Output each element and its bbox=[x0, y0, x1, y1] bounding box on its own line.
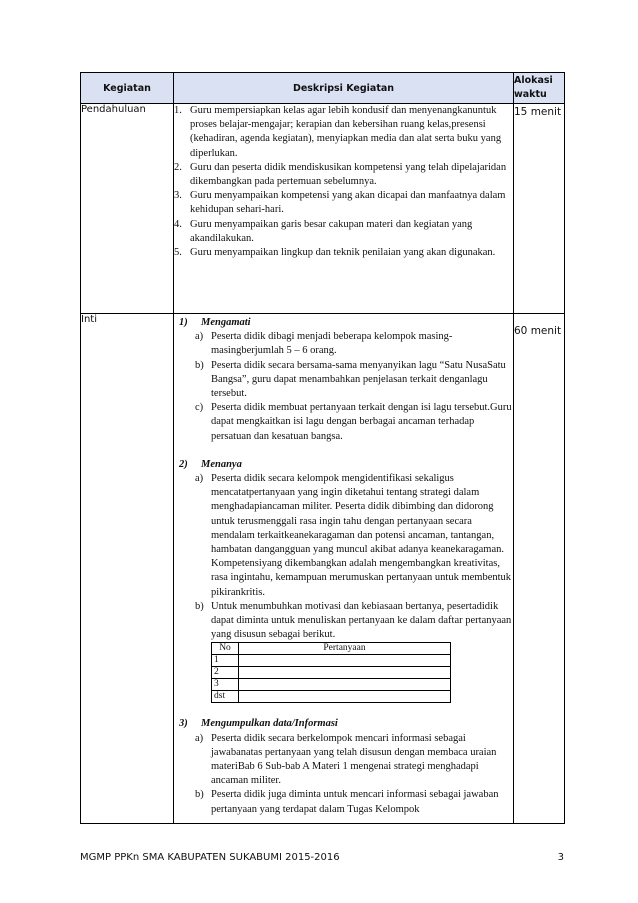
item-number: 5. bbox=[174, 247, 182, 259]
header-kegiatan: Kegiatan bbox=[81, 73, 174, 104]
item-text: Guru mempersiapkan kelas agar lebih kondusif dan menyenangkanuntuk proses belajar-mengajar; kerapian dan kebersihan ruang kelas,presensi (kehadiran, agenda kegiatan), menyiapkan media dan alat serta buku yang diperlukan. bbox=[190, 105, 502, 159]
item-letter: a) bbox=[195, 473, 204, 485]
item-letter: a) bbox=[195, 732, 204, 744]
footer-title: MGMP PPKn SMA KABUPATEN SUKABUMI 2015-2016 bbox=[80, 852, 340, 863]
list-item bbox=[174, 600, 513, 643]
item-text: Guru menyampaikan kompetensi yang akan dicapai dan manfaatnya dalam kehidupan sehari-hari. bbox=[190, 190, 506, 216]
item-text: Peserta didik membuat pertanyaan terkait dengan isi lagu tersebut.Guru dapat mengkaitkan isi lagu dengan berbagai ancaman terhadap persatuan dan kesatuan bangsa. bbox=[211, 402, 512, 442]
item-text: Peserta didik secara berkelompok mencari informasi sebagai jawabanatas pertanyaan yang telah disusun dengan membaca uraian materiBab 6 Sub-bab A Materi 1 mengenai strategi menghadapi ancaman militer. bbox=[211, 732, 497, 787]
section-title-text: Mengumpulkan data/Informasi bbox=[201, 718, 338, 730]
list-item bbox=[174, 104, 513, 161]
section-number: 3) bbox=[179, 718, 188, 730]
item-letter: b) bbox=[195, 789, 204, 801]
section-title bbox=[174, 458, 513, 472]
item-text: Peserta didik juga diminta untuk mencari informasi sebagai jawaban pertanyaan yang terdapat dalam Tugas Kelompok bbox=[211, 789, 499, 815]
list-item bbox=[174, 330, 513, 358]
section-number: 2) bbox=[179, 458, 188, 470]
item-text: Untuk menumbuhkan motivasi dan kebiasaan bertanya, pesertadidik dapat diminta untuk menuliskan pertanyaan ke dalam daftar pertanyaan yang disusun sebagai berikut. bbox=[211, 600, 512, 641]
section-number: 1) bbox=[179, 317, 188, 328]
item-number: 1. bbox=[174, 105, 182, 116]
list-item bbox=[174, 401, 513, 444]
table-row bbox=[212, 691, 451, 703]
question-number: 3 bbox=[212, 679, 239, 691]
item-letter: c) bbox=[195, 402, 204, 414]
questions-table bbox=[211, 642, 451, 703]
questions-header-no: No bbox=[212, 643, 239, 655]
header-alokasi: Alokasi waktu bbox=[514, 73, 565, 104]
item-letter: a) bbox=[195, 331, 204, 343]
item-text: Peserta didik dibagi menjadi beberapa kelompok masing-masingberjumlah 5 – 6 orang. bbox=[211, 331, 453, 357]
section-spacer bbox=[174, 444, 513, 458]
list-item bbox=[174, 189, 513, 217]
section-title bbox=[174, 316, 513, 330]
questions-header-pertanyaan: Pertanyaan bbox=[239, 643, 451, 655]
list-item bbox=[174, 359, 513, 402]
question-number: 2 bbox=[212, 667, 239, 679]
kegiatan-inti: Inti bbox=[81, 314, 174, 824]
questions-header-row bbox=[212, 643, 451, 655]
header-deskripsi: Deskripsi Kegiatan bbox=[174, 73, 514, 104]
section-title-text: Mengamati bbox=[201, 317, 251, 328]
row-pendahuluan bbox=[81, 104, 565, 314]
question-number: 1 bbox=[212, 655, 239, 667]
section-title bbox=[174, 717, 513, 731]
list-item bbox=[174, 218, 513, 246]
item-text: Guru dan peserta didik mendiskusikan kompetensi yang telah dipelajaridan dikembangkan pada pertemuan sebelumnya. bbox=[190, 161, 507, 188]
list-item bbox=[174, 788, 513, 816]
item-text: Peserta didik secara kelompok mengidentifikasi sekaligus mencatatpertanyaan yang ingin diketahui tentang strategi dalam menghadapiancaman militer. Peserta didik dibimbing dan didorong untuk terusmenggali rasa ingin tahu dengan pertanyaan secara mendalam terkaitkeanekaragaman dan potensi ancaman, tantangan, hambatan dangangguan yang muncul akibat adanya keanekaragaman. Kompetensiyang dikembangkan adalah mengembangkan kreativitas, rasa ingintahu, kemampuan merumuskan pertanyaan untuk membentuk pikirankritis. bbox=[211, 473, 512, 598]
list-item bbox=[174, 246, 513, 260]
item-text: Guru menyampaikan lingkup dan teknik penilaian yang akan digunakan. bbox=[190, 247, 496, 259]
page-number: 3 bbox=[557, 852, 564, 863]
row-inti bbox=[81, 314, 565, 824]
table-row bbox=[212, 655, 451, 667]
table-header-row bbox=[81, 73, 565, 104]
table-row bbox=[212, 679, 451, 691]
item-number: 3. bbox=[174, 190, 182, 202]
question-number: dst bbox=[212, 691, 239, 703]
item-text: Peserta didik secara bersama-sama menyanyikan lagu “Satu NusaSatu Bangsa”, guru dapat menambahkan penjelasan terkait denganlagu tersebut. bbox=[211, 359, 506, 400]
question-text bbox=[239, 691, 451, 703]
list-item bbox=[174, 732, 513, 789]
lesson-activities-table bbox=[80, 72, 565, 824]
item-letter: b) bbox=[195, 359, 204, 371]
item-text: Guru menyampaikan garis besar cakupan materi dan kegiatan yang akandilakukan. bbox=[190, 218, 473, 244]
page-footer bbox=[80, 852, 564, 863]
alokasi-inti: 60 menit bbox=[514, 314, 565, 824]
table-row bbox=[212, 667, 451, 679]
item-letter: b) bbox=[195, 600, 204, 612]
alokasi-pendahuluan: 15 menit bbox=[514, 104, 565, 314]
section-spacer bbox=[174, 703, 513, 717]
item-number: 4. bbox=[174, 218, 182, 230]
section-title-text: Menanya bbox=[201, 458, 242, 470]
pendahuluan-list bbox=[174, 104, 513, 260]
kegiatan-pendahuluan: Pendahuluan bbox=[81, 104, 174, 314]
item-number: 2. bbox=[174, 161, 182, 173]
inti-sections bbox=[174, 314, 513, 817]
question-text bbox=[239, 679, 451, 691]
question-text bbox=[239, 667, 451, 679]
deskripsi-pendahuluan bbox=[174, 104, 514, 314]
list-item bbox=[174, 472, 513, 600]
deskripsi-inti bbox=[174, 314, 514, 824]
list-item bbox=[174, 161, 513, 189]
question-text bbox=[239, 655, 451, 667]
